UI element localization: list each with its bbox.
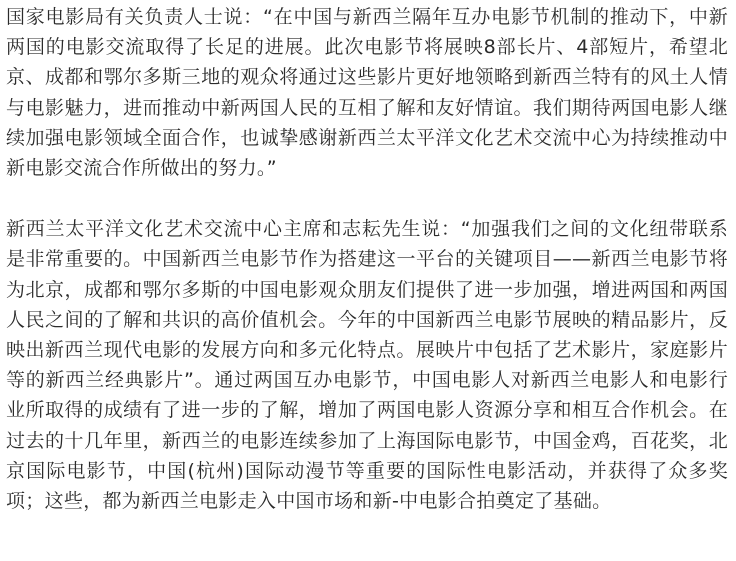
article-body bbox=[6, 2, 728, 516]
article-paragraph: 新西兰太平洋文化艺术交流中心主席和志耘先生说：“加强我们之间的文化纽带联系是非常重要的。中国新西兰电影节作为搭建这一平台的关键项目——新西兰电影节将为北京，成都和鄂尔多斯的中国电影观众朋友们提供了进一步加强，增进两国和两国人民之间的了解和共识的高价值机会。今年的中国新西兰电影节展映的精品影片，反映出新西兰现代电影的发展方向和多元化特点。展映片中包括了艺术影片，家庭影片等的新西兰经典影片”。通过两国互办电影节，中国电影人对新西兰电影人和电影行业所取得的成绩有了进一步的了解，增加了两国电影人资源分享和相互合作机会。在过去的十几年里，新西兰的电影连续参加了上海国际电影节，中国金鸡，百花奖，北京国际电影节，中国(杭州)国际动漫节等重要的国际性电影活动，并获得了众多奖项；这些，都为新西兰电影走入中国市场和新-中电影合拍奠定了基础。 bbox=[6, 218, 728, 513]
article-paragraph: 国家电影局有关负责人士说：“在中国与新西兰隔年互办电影节机制的推动下，中新两国的电影交流取得了长足的进展。此次电影节将展映8部长片、4部短片，希望北京、成都和鄂尔多斯三地的观众将通过这些影片更好地领略到新西兰特有的风土人情与电影魅力，进而推动中新两国人民的互相了解和友好情谊。我们期待两国电影人继续加强电影领域全面合作，也诚挚感谢新西兰太平洋文化艺术交流中心为持续推动中新电影交流合作所做出的努力。” bbox=[6, 6, 728, 180]
